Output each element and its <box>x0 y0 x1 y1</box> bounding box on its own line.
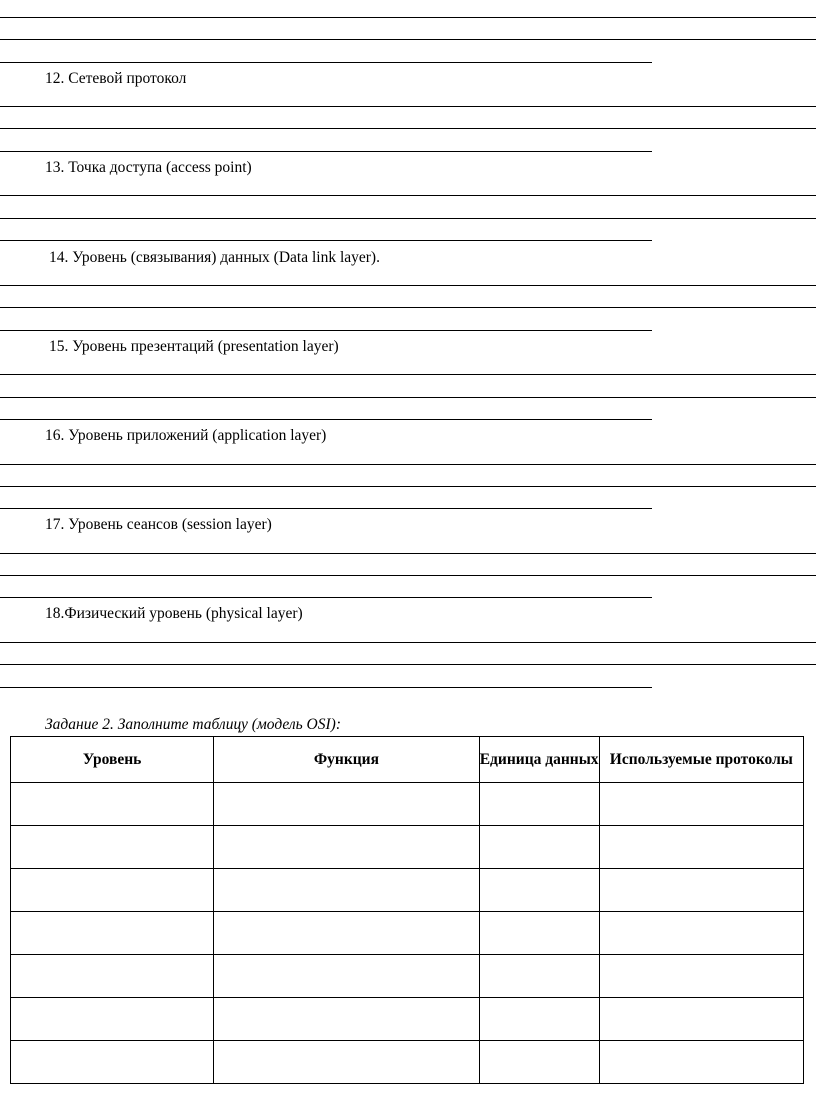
table-row <box>11 783 804 826</box>
table-row <box>11 998 804 1041</box>
item-12-label: 12. Сетевой протокол <box>45 70 187 87</box>
answer-line <box>0 128 816 129</box>
header-function: Функция <box>214 737 479 783</box>
table-cell[interactable] <box>599 998 803 1041</box>
table-row <box>11 912 804 955</box>
header-data-unit: Единица данных <box>479 737 599 783</box>
table-cell[interactable] <box>214 783 479 826</box>
answer-line <box>0 218 816 219</box>
answer-line <box>0 195 816 196</box>
answer-line <box>0 374 816 375</box>
table-cell[interactable] <box>479 869 599 912</box>
answer-line <box>0 664 816 665</box>
table-cell[interactable] <box>214 912 479 955</box>
answer-line <box>0 575 816 576</box>
table-header-row <box>11 737 804 783</box>
item-18-label: 18.Физический уровень (physical layer) <box>45 605 303 622</box>
header-level: Уровень <box>11 737 214 783</box>
table-cell[interactable] <box>214 826 479 869</box>
table-cell[interactable] <box>479 955 599 998</box>
table-cell[interactable] <box>11 955 214 998</box>
answer-line <box>0 106 816 107</box>
answer-line <box>0 464 816 465</box>
table-row <box>11 1041 804 1084</box>
table-cell[interactable] <box>11 826 214 869</box>
answer-line <box>0 508 652 509</box>
answer-line <box>0 553 816 554</box>
table-cell[interactable] <box>214 869 479 912</box>
answer-line <box>0 642 816 643</box>
answer-line <box>0 419 652 420</box>
table-cell[interactable] <box>479 826 599 869</box>
table-cell[interactable] <box>214 998 479 1041</box>
table-cell[interactable] <box>11 998 214 1041</box>
table-cell[interactable] <box>214 1041 479 1084</box>
answer-line <box>0 240 652 241</box>
table-cell[interactable] <box>479 783 599 826</box>
answer-line <box>0 39 816 40</box>
answer-line <box>0 486 816 487</box>
table-cell[interactable] <box>599 955 803 998</box>
answer-line <box>0 307 816 308</box>
table-row <box>11 826 804 869</box>
table-cell[interactable] <box>11 869 214 912</box>
item-17-label: 17. Уровень сеансов (session layer) <box>45 516 272 533</box>
table-cell[interactable] <box>599 912 803 955</box>
table-cell[interactable] <box>599 826 803 869</box>
table-cell[interactable] <box>479 1041 599 1084</box>
table-cell[interactable] <box>214 955 479 998</box>
table-cell[interactable] <box>479 912 599 955</box>
item-16-label: 16. Уровень приложений (application layer) <box>45 427 327 444</box>
table-cell[interactable] <box>599 1041 803 1084</box>
answer-line <box>0 330 652 331</box>
answer-line <box>0 62 652 63</box>
table-cell[interactable] <box>599 783 803 826</box>
table-row <box>11 869 804 912</box>
table-cell[interactable] <box>599 869 803 912</box>
item-14-label: 14. Уровень (связывания) данных (Data link layer). <box>49 249 380 266</box>
answer-line <box>0 285 816 286</box>
answer-line <box>0 687 652 688</box>
table-cell[interactable] <box>11 783 214 826</box>
answer-line <box>0 397 816 398</box>
answer-line <box>0 17 816 18</box>
table-row <box>11 955 804 998</box>
item-13-label: 13. Точка доступа (access point) <box>45 159 252 176</box>
task-2-title: Задание 2. Заполните таблицу (модель OSI): <box>45 716 341 733</box>
item-15-label: 15. Уровень презентаций (presentation layer) <box>49 338 339 355</box>
osi-table <box>10 736 804 1084</box>
answer-line <box>0 151 652 152</box>
header-protocols: Используемые протоколы <box>599 737 803 783</box>
table-cell[interactable] <box>11 1041 214 1084</box>
answer-line <box>0 597 652 598</box>
table-cell[interactable] <box>11 912 214 955</box>
table-cell[interactable] <box>479 998 599 1041</box>
